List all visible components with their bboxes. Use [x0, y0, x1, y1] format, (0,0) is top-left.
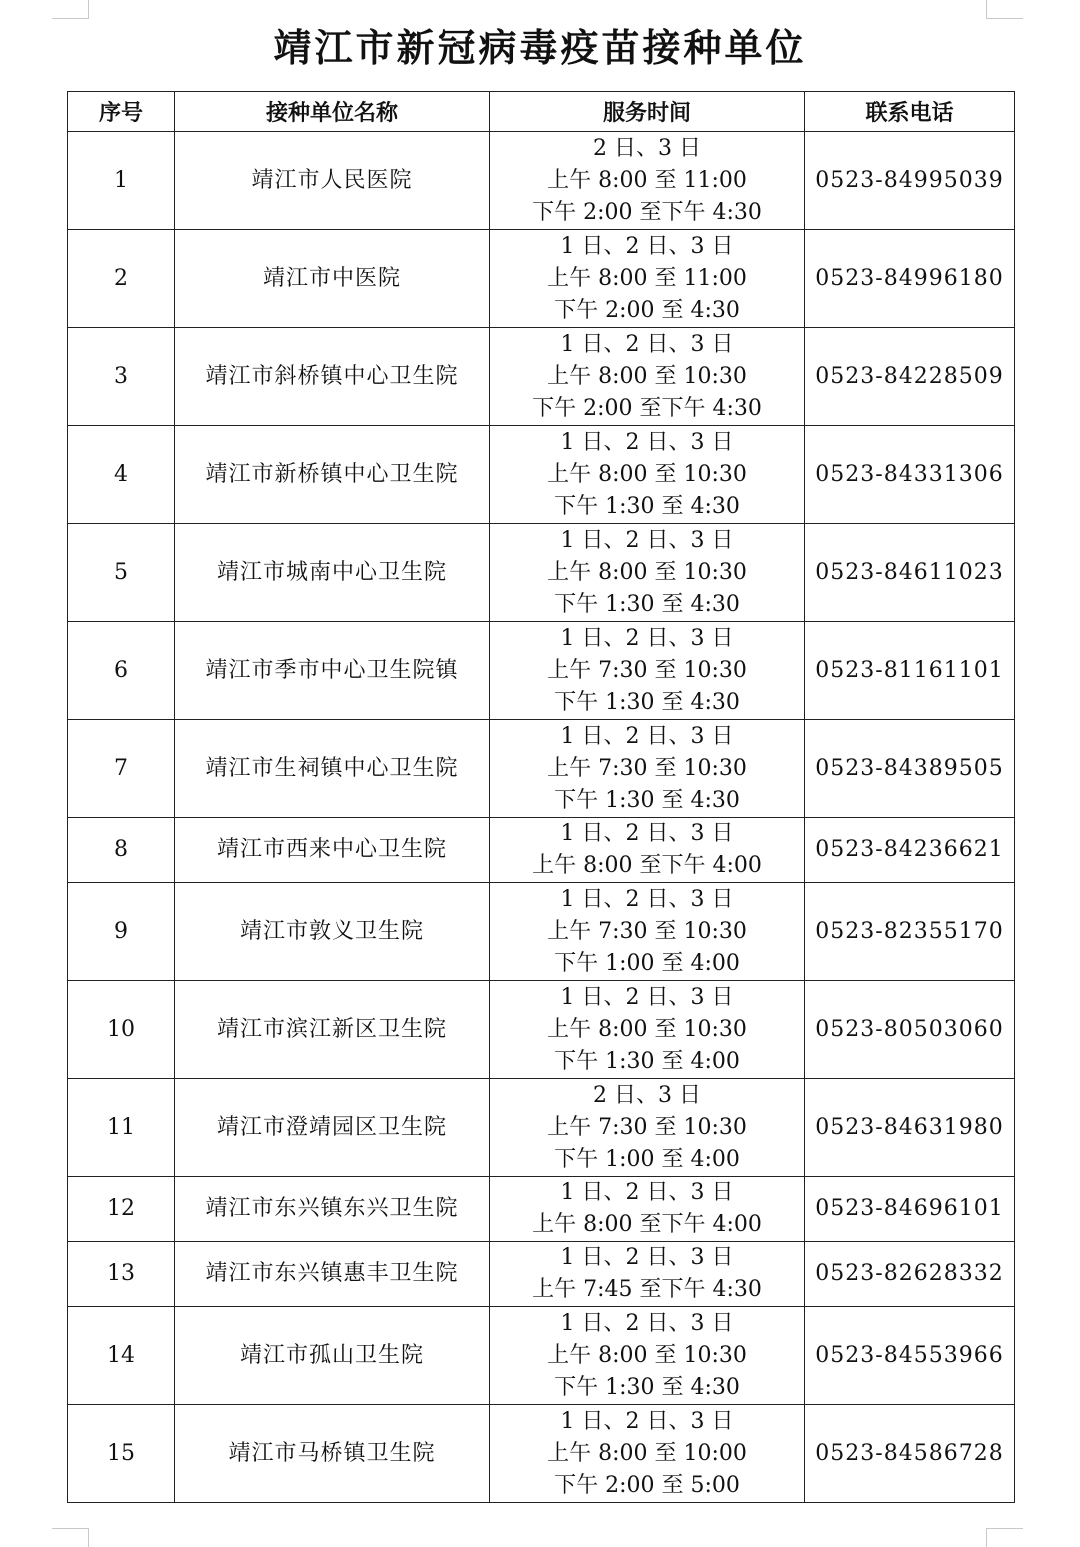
service-time — [490, 524, 805, 622]
unit-name: 靖江市城南中心卫生院 — [175, 524, 490, 622]
table-row — [68, 1079, 1015, 1177]
contact-phone: 0523-84696101 — [805, 1177, 1015, 1242]
row-index: 3 — [68, 328, 175, 426]
service-hours: 下午 1:30 至 4:30 — [554, 591, 740, 617]
table-header-row — [68, 92, 1015, 132]
table-row — [68, 1177, 1015, 1242]
row-index: 10 — [68, 981, 175, 1079]
service-hours: 上午 7:30 至 10:30 — [547, 918, 747, 944]
service-time — [490, 720, 805, 818]
service-hours: 下午 1:30 至 4:30 — [554, 689, 740, 715]
unit-name: 靖江市生祠镇中心卫生院 — [175, 720, 490, 818]
header-index: 序号 — [68, 92, 175, 132]
table-row — [68, 622, 1015, 720]
unit-name: 靖江市季市中心卫生院镇 — [175, 622, 490, 720]
contact-phone: 0523-84631980 — [805, 1079, 1015, 1177]
service-time — [490, 1307, 805, 1405]
unit-name: 靖江市东兴镇东兴卫生院 — [175, 1177, 490, 1242]
service-time — [490, 230, 805, 328]
row-index: 2 — [68, 230, 175, 328]
header-unit-name: 接种单位名称 — [175, 92, 490, 132]
crop-mark-bottom-left — [52, 1528, 89, 1547]
table-row — [68, 524, 1015, 622]
row-index: 7 — [68, 720, 175, 818]
table-row — [68, 426, 1015, 524]
table-row — [68, 883, 1015, 981]
contact-phone: 0523-82355170 — [805, 883, 1015, 981]
row-index: 8 — [68, 818, 175, 883]
service-hours: 上午 8:00 至 10:30 — [547, 559, 747, 585]
service-hours: 上午 8:00 至 10:30 — [547, 1016, 747, 1042]
service-time — [490, 132, 805, 230]
row-index: 1 — [68, 132, 175, 230]
unit-name: 靖江市中医院 — [175, 230, 490, 328]
service-hours: 上午 8:00 至 11:00 — [547, 167, 747, 193]
service-hours: 上午 7:45 至下午 4:30 — [532, 1277, 762, 1302]
row-index: 4 — [68, 426, 175, 524]
table-row — [68, 720, 1015, 818]
row-index: 11 — [68, 1079, 175, 1177]
contact-phone: 0523-84389505 — [805, 720, 1015, 818]
unit-name: 靖江市西来中心卫生院 — [175, 818, 490, 883]
vaccination-units-table — [67, 91, 1015, 1503]
service-time — [490, 1405, 805, 1503]
unit-name: 靖江市马桥镇卫生院 — [175, 1405, 490, 1503]
service-time — [490, 1242, 805, 1307]
table-row — [68, 1307, 1015, 1405]
table-body — [68, 132, 1015, 1503]
service-hours: 上午 7:30 至 10:30 — [547, 1114, 747, 1140]
contact-phone: 0523-80503060 — [805, 981, 1015, 1079]
table-row — [68, 981, 1015, 1079]
unit-name: 靖江市滨江新区卫生院 — [175, 981, 490, 1079]
service-days: 2 日、3 日 — [593, 135, 701, 161]
service-hours: 上午 7:30 至 10:30 — [547, 755, 747, 781]
header-phone: 联系电话 — [805, 92, 1015, 132]
service-hours: 下午 2:00 至下午 4:30 — [532, 199, 762, 225]
service-hours: 上午 8:00 至 10:30 — [547, 461, 747, 487]
service-hours: 上午 8:00 至 11:00 — [547, 265, 747, 291]
service-time — [490, 818, 805, 883]
service-days: 1 日、2 日、3 日 — [560, 233, 734, 259]
unit-name: 靖江市孤山卫生院 — [175, 1307, 490, 1405]
contact-phone: 0523-84553966 — [805, 1307, 1015, 1405]
crop-mark-top-left — [52, 0, 89, 19]
service-time — [490, 328, 805, 426]
contact-phone: 0523-84995039 — [805, 132, 1015, 230]
unit-name: 靖江市敦义卫生院 — [175, 883, 490, 981]
service-hours: 上午 8:00 至 10:30 — [547, 363, 747, 389]
service-days: 1 日、2 日、3 日 — [560, 723, 734, 749]
header-service-time: 服务时间 — [490, 92, 805, 132]
service-days: 1 日、2 日、3 日 — [560, 625, 734, 651]
unit-name: 靖江市新桥镇中心卫生院 — [175, 426, 490, 524]
service-hours: 下午 1:30 至 4:30 — [554, 787, 740, 813]
page-title: 靖江市新冠病毒疫苗接种单位 — [273, 25, 807, 70]
service-days: 1 日、2 日、3 日 — [560, 1245, 734, 1270]
service-hours: 下午 1:30 至 4:30 — [554, 1374, 740, 1400]
service-days: 1 日、2 日、3 日 — [560, 984, 734, 1010]
service-hours: 下午 1:30 至 4:00 — [554, 1048, 740, 1074]
contact-phone: 0523-84611023 — [805, 524, 1015, 622]
contact-phone: 0523-84236621 — [805, 818, 1015, 883]
table-row — [68, 230, 1015, 328]
service-time — [490, 1177, 805, 1242]
unit-name: 靖江市斜桥镇中心卫生院 — [175, 328, 490, 426]
contact-phone: 0523-84996180 — [805, 230, 1015, 328]
service-hours: 上午 8:00 至 10:00 — [547, 1440, 747, 1466]
table-row — [68, 818, 1015, 883]
service-hours: 下午 1:00 至 4:00 — [554, 1146, 740, 1172]
table-row — [68, 328, 1015, 426]
table-row — [68, 1242, 1015, 1307]
contact-phone: 0523-84228509 — [805, 328, 1015, 426]
table-row — [68, 1405, 1015, 1503]
service-hours: 上午 8:00 至下午 4:00 — [532, 1212, 762, 1237]
service-days: 1 日、2 日、3 日 — [560, 331, 734, 357]
service-hours: 下午 1:30 至 4:30 — [554, 493, 740, 519]
service-days: 1 日、2 日、3 日 — [560, 527, 734, 553]
contact-phone: 0523-81161101 — [805, 622, 1015, 720]
service-days: 1 日、2 日、3 日 — [560, 1408, 734, 1434]
contact-phone: 0523-84331306 — [805, 426, 1015, 524]
service-hours: 下午 2:00 至下午 4:30 — [532, 395, 762, 421]
crop-mark-top-right — [986, 0, 1023, 19]
row-index: 9 — [68, 883, 175, 981]
service-hours: 下午 2:00 至 4:30 — [554, 297, 740, 323]
service-hours: 下午 1:00 至 4:00 — [554, 950, 740, 976]
service-days: 1 日、2 日、3 日 — [560, 1180, 734, 1205]
contact-phone: 0523-82628332 — [805, 1242, 1015, 1307]
service-hours: 上午 7:30 至 10:30 — [547, 657, 747, 683]
service-hours: 下午 2:00 至 5:00 — [554, 1472, 740, 1498]
service-time — [490, 1079, 805, 1177]
row-index: 14 — [68, 1307, 175, 1405]
unit-name: 靖江市东兴镇惠丰卫生院 — [175, 1242, 490, 1307]
row-index: 15 — [68, 1405, 175, 1503]
row-index: 13 — [68, 1242, 175, 1307]
unit-name: 靖江市澄靖园区卫生院 — [175, 1079, 490, 1177]
service-days: 1 日、2 日、3 日 — [560, 429, 734, 455]
row-index: 12 — [68, 1177, 175, 1242]
service-time — [490, 622, 805, 720]
service-days: 1 日、2 日、3 日 — [560, 886, 734, 912]
service-hours: 上午 8:00 至 10:30 — [547, 1342, 747, 1368]
service-days: 1 日、2 日、3 日 — [560, 1310, 734, 1336]
service-hours: 上午 8:00 至下午 4:00 — [532, 853, 762, 878]
row-index: 6 — [68, 622, 175, 720]
table-row — [68, 132, 1015, 230]
crop-mark-bottom-right — [986, 1528, 1023, 1547]
contact-phone: 0523-84586728 — [805, 1405, 1015, 1503]
service-time — [490, 981, 805, 1079]
service-days: 1 日、2 日、3 日 — [560, 821, 734, 846]
unit-name: 靖江市人民医院 — [175, 132, 490, 230]
service-days: 2 日、3 日 — [593, 1082, 701, 1108]
service-time — [490, 883, 805, 981]
row-index: 5 — [68, 524, 175, 622]
service-time — [490, 426, 805, 524]
